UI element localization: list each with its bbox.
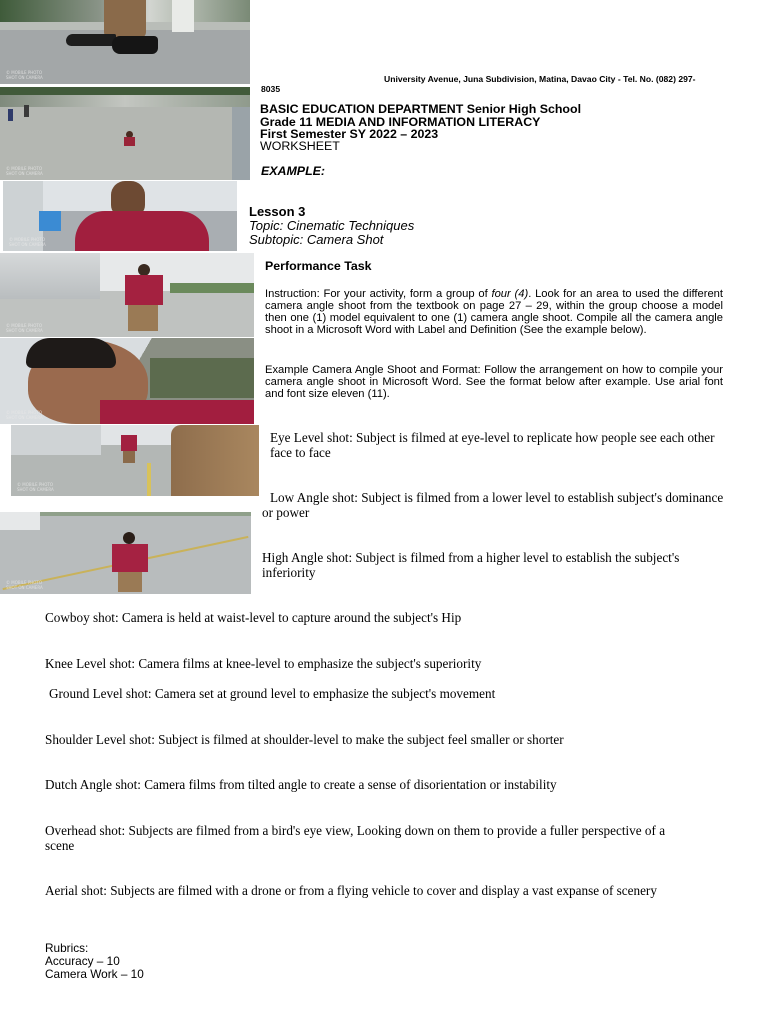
- instruction-text-a: Instruction: For your activity, form a group of: [265, 288, 492, 300]
- shot-cowboy: Cowboy shot: Camera is held at waist-level to capture around the subject's Hip: [45, 610, 462, 625]
- format-paragraph: Example Camera Angle Shoot and Format: Follow the arrangement on how to compile your camera angle shoot in Microsoft Word. See the format below after example. Use arial font and font size eleven (11).: [265, 364, 723, 400]
- shot-ground-level: Ground Level shot: Camera set at ground level to emphasize the subject's movement: [49, 686, 496, 701]
- shot-dutch-angle: Dutch Angle shot: Camera films from tilted angle to create a sense of disorientation or instability: [45, 777, 557, 792]
- instruction-group-count: four (4): [491, 288, 529, 300]
- photo-eye-level-portrait: © MOBILE PHOTO SHOT ON CAMERA: [3, 181, 237, 251]
- shot-aerial: Aerial shot: Subjects are filmed with a drone or from a flying vehicle to cover and display a vast expanse of scenery: [45, 883, 657, 898]
- semester-line: First Semester SY 2022 – 2023: [260, 127, 439, 141]
- performance-task-heading: Performance Task: [265, 259, 372, 273]
- photo-waist-shot: © MOBILE PHOTO SHOT ON CAMERA: [11, 425, 259, 496]
- photo-high-angle-subject: © MOBILE PHOTO SHOT ON CAMERA: [0, 512, 251, 594]
- photo-low-angle-face: © MOBILE PHOTO SHOT ON CAMERA: [0, 338, 254, 424]
- shot-eye-level: Eye Level shot: Subject is filmed at eye-level to replicate how people see each other face to face: [270, 430, 715, 460]
- department-line: BASIC EDUCATION DEPARTMENT Senior High School: [260, 102, 582, 116]
- lesson-subtopic: Subtopic: Camera Shot: [249, 232, 384, 247]
- worksheet-line: WORKSHEET: [260, 139, 340, 153]
- shot-overhead: Overhead shot: Subjects are filmed from a bird's eye view, Looking down on them to provide a fuller perspective of a scene: [45, 823, 666, 853]
- example-label: EXAMPLE:: [261, 164, 326, 178]
- photo-full-body-standing: © MOBILE PHOTO SHOT ON CAMERA: [0, 253, 254, 337]
- rubric-accuracy: Accuracy – 10: [45, 954, 120, 968]
- instruction-text-b: . Look for an area to used the different camera angle shoot from the textbook on page 27 – 29, within the group choose a model then one (1) model equivalent to one (1) camera angle shoot. Compile all the camera angle shoot in a Microsoft Word with Label and Definition (See the example below).: [265, 288, 724, 336]
- rubrics-label: Rubrics:: [45, 941, 89, 955]
- school-address-cont: 8035: [261, 84, 281, 94]
- shot-knee-level: Knee Level shot: Camera films at knee-level to emphasize the subject's superiority: [45, 656, 482, 671]
- shot-shoulder-level: Shoulder Level shot: Subject is filmed at shoulder-level to make the subject feel smaller or shorter: [45, 732, 564, 747]
- shot-high-angle: High Angle shot: Subject is filmed from a higher level to establish the subject's inferiority: [262, 550, 680, 580]
- lesson-topic: Topic: Cinematic Techniques: [249, 218, 415, 233]
- instruction-paragraph: [265, 288, 723, 336]
- school-address: University Avenue, Juna Subdivision, Matina, Davao City - Tel. No. (082) 297-: [384, 74, 696, 84]
- photo-high-view-courtyard: © MOBILE PHOTO SHOT ON CAMERA: [0, 87, 250, 180]
- grade-line: Grade 11 MEDIA AND INFORMATION LITERACY: [260, 115, 541, 129]
- photo-pavement-feet: © MOBILE PHOTO SHOT ON CAMERA: [0, 0, 250, 84]
- rubric-camera-work: Camera Work – 10: [45, 967, 144, 981]
- shot-low-angle: Low Angle shot: Subject is filmed from a lower level to establish subject's dominance or power: [262, 490, 724, 520]
- lesson-title: Lesson 3: [249, 204, 306, 219]
